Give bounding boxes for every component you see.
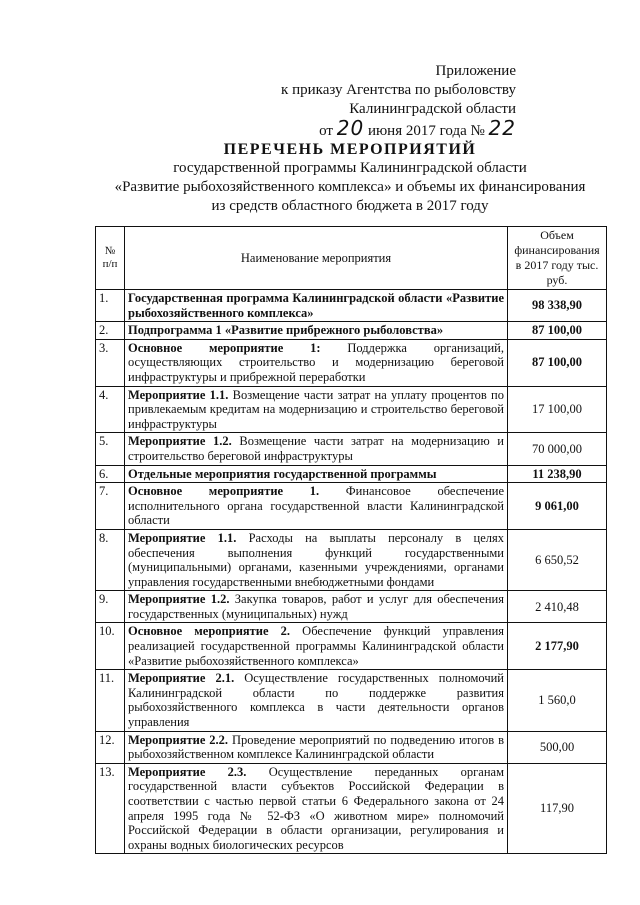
activity-lead-label: Основное мероприятие 2. — [128, 624, 291, 639]
activity-lead-label: Мероприятие 1.2. — [128, 592, 230, 607]
row-activity-name — [125, 529, 508, 590]
header-amount: Объем финансирования в 2017 году тыс. руб. — [508, 227, 607, 290]
row-amount: 2 177,90 — [508, 623, 607, 670]
header-num: № п/п — [96, 227, 125, 290]
row-number: 8. — [96, 529, 125, 590]
table-row — [96, 433, 607, 465]
table-row — [96, 763, 607, 854]
row-activity-name — [125, 591, 508, 623]
activity-lead-label: Основное мероприятие 1: — [128, 340, 321, 355]
table-header-row — [96, 227, 607, 290]
row-number: 1. — [96, 290, 125, 322]
activity-lead-label: Мероприятие 1.1. — [128, 387, 229, 402]
row-number: 4. — [96, 386, 125, 433]
table-row — [96, 529, 607, 590]
document-title — [70, 140, 630, 216]
row-number: 7. — [96, 483, 125, 530]
activity-description: Обеспечение функций управления реализацией государственной программы Калининградской области «Развитие рыбохозяйственного комплекса» — [128, 624, 505, 668]
activity-lead-label: Мероприятие 2.3. — [128, 764, 247, 779]
row-amount: 2 410,48 — [508, 591, 607, 623]
row-activity-name — [125, 322, 508, 340]
activity-description: Возмещение части затрат на модернизацию и строительство береговой инфраструктуры — [128, 434, 504, 463]
row-activity-name — [125, 465, 508, 483]
activity-description: Поддержка организаций, осуществляющих строительство и модернизацию береговой инфраструктуры и прибрежной переработки — [128, 340, 504, 384]
row-amount: 87 100,00 — [508, 339, 607, 386]
row-activity-name — [125, 386, 508, 433]
activity-description: Возмещение части затрат на уплату процентов по привлекаемым кредитам на модернизацию и строительство береговой инфраструктуры — [128, 387, 504, 431]
row-number: 11. — [96, 670, 125, 731]
row-activity-name — [125, 483, 508, 530]
row-amount: 6 650,52 — [508, 529, 607, 590]
activity-description: Государственная программа Калининградской области «Развитие рыбохозяйственного комплекса» — [128, 291, 504, 320]
row-number: 10. — [96, 623, 125, 670]
title-line-3: «Развитие рыбохозяйственного комплекса» и объемы их финансирования — [114, 179, 586, 195]
row-number: 12. — [96, 731, 125, 763]
table-row — [96, 591, 607, 623]
title-main: ПЕРЕЧЕНЬ МЕРОПРИЯТИЙ — [223, 141, 477, 158]
activity-lead-label: Мероприятие 2.1. — [128, 671, 235, 686]
row-amount: 70 000,00 — [508, 433, 607, 465]
row-activity-name — [125, 763, 508, 854]
appendix-line-3: Калининградской области — [349, 101, 516, 117]
activity-description: Осуществление переданных органам государственной власти субъектов Российской Федерации в соответствии с частью первой статьи 6 Федерального закона от 24 апреля 1995 года № 52-ФЗ «О животном мире» полномочий Российской Федерации в области организации, регулирования и охраны водных биологических ресурсов — [128, 764, 504, 852]
row-amount: 9 061,00 — [508, 483, 607, 530]
activity-description: Проведение мероприятий по подведению итогов в рыбохозяйственном комплексе Калининградской области — [128, 732, 504, 762]
row-activity-name — [125, 731, 508, 763]
row-number: 9. — [96, 591, 125, 623]
row-activity-name — [125, 623, 508, 670]
appendix-line-1: Приложение — [435, 63, 516, 79]
title-line-2: государственной программы Калининградской области — [173, 160, 527, 176]
appendix-line-2: к приказу Агентства по рыболовству — [281, 82, 516, 98]
row-number: 3. — [96, 339, 125, 386]
table-row — [96, 731, 607, 763]
table-row — [96, 290, 607, 322]
row-number: 6. — [96, 465, 125, 483]
activity-lead-label: Мероприятие 1.1. — [128, 530, 237, 545]
row-activity-name — [125, 670, 508, 731]
date-prefix: от — [319, 123, 333, 139]
activity-description: Закупка товаров, работ и услуг для обеспечения государственных (муниципальных) нужд — [128, 592, 504, 621]
appendix-block — [281, 62, 516, 141]
row-number: 2. — [96, 322, 125, 340]
table-row — [96, 623, 607, 670]
table-row — [96, 386, 607, 433]
activity-lead-label: Мероприятие 1.2. — [128, 434, 232, 449]
row-amount: 98 338,90 — [508, 290, 607, 322]
row-amount: 87 100,00 — [508, 322, 607, 340]
date-day-handwritten: 20 — [336, 116, 365, 140]
table-row — [96, 483, 607, 530]
row-amount: 117,90 — [508, 763, 607, 854]
activities-table — [95, 226, 607, 854]
activity-description: Отдельные мероприятия государственной программы — [128, 466, 437, 481]
table-row — [96, 322, 607, 340]
row-amount: 500,00 — [508, 731, 607, 763]
table-row — [96, 465, 607, 483]
activity-description: Расходы на выплаты персоналу в целях обеспечения выполнения функций государственными (муниципальными) органами, казенными учреждениями, органами управления государственными внебюджетными фондами — [128, 530, 504, 589]
table-row — [96, 339, 607, 386]
activity-description: Осуществление государственных полномочий Калининградской области по поддержке развития рыбохозяйственного комплекса в части деятельности органов управления — [128, 671, 504, 730]
row-number: 5. — [96, 433, 125, 465]
order-number-handwritten: 22 — [488, 116, 516, 140]
date-middle: июня 2017 года № — [367, 123, 485, 139]
row-activity-name — [125, 433, 508, 465]
activity-description: Подпрограмма 1 «Развитие прибрежного рыболовства» — [128, 323, 444, 338]
activity-lead-label: Мероприятие 2.2. — [128, 732, 229, 747]
row-activity-name — [125, 290, 508, 322]
header-name: Наименование мероприятия — [125, 227, 508, 290]
activity-lead-label: Основное мероприятие 1. — [128, 484, 320, 499]
activity-description: Финансовое обеспечение исполнительного органа государственной власти Калининградской области — [128, 484, 504, 528]
row-number: 13. — [96, 763, 125, 854]
row-amount: 1 560,0 — [508, 670, 607, 731]
title-line-4: из средств областного бюджета в 2017 году — [211, 198, 489, 214]
row-amount: 11 238,90 — [508, 465, 607, 483]
row-amount: 17 100,00 — [508, 386, 607, 433]
appendix-date-line — [281, 116, 516, 141]
row-activity-name — [125, 339, 508, 386]
table-row — [96, 670, 607, 731]
